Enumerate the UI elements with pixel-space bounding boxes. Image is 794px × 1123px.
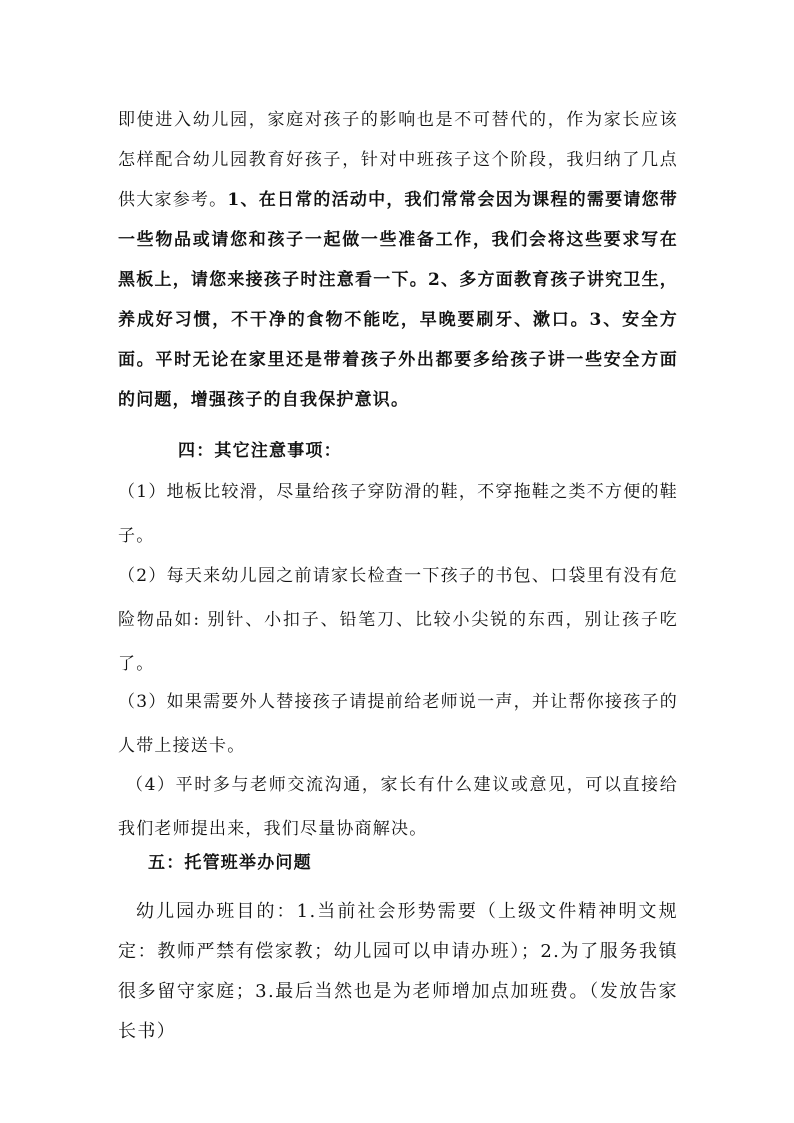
paragraph-bold-points: 1、在日常的活动中，我们常常会因为课程的需要请您带一些物品或请您和孩子一起做一些准备工作，我们会将这些要求写在黑板上，请您来接孩子时注意看一下。2、多方面教育孩子讲究卫生，养成好习惯，不干净的食物不能吃，早晚要刷牙、漱口。3、安全方面。平时无论在家里还是带着孩子外出都要多给孩子讲一些安全方面的问题，增强孩子的自我保护意识。	[118, 190, 679, 410]
notice-item-4: （4）平时多与老师交流沟通，家长有什么建议或意见，可以直接给我们老师提出来，我们尽量协商解决。	[118, 775, 678, 839]
section-heading-5: 五：托管班举办问题	[148, 853, 312, 873]
notice-item-2: （2）每天来幼儿园之前请家长检查一下孩子的书包、口袋里有没有危险物品如: 别针、小扣子、铅笔刀、比较小尖锐的东西，别让孩子吃了。	[118, 566, 678, 674]
notice-item-1: （1）地板比较滑，尽量给孩子穿防滑的鞋，不穿拖鞋之类不方便的鞋子。	[118, 482, 678, 546]
notice-item-3: （3）如果需要外人替接孩子请提前给老师说一声，并让帮你接孩子的人带上接送卡。	[118, 692, 678, 756]
paragraph-parent-cooperation	[118, 100, 678, 420]
paragraph-class-purpose: 幼儿园办班目的：1.当前社会形势需要（上级文件精神明文规定：教师严禁有偿家教；幼儿园可以申请办班）；2.为了服务我镇很多留守家庭；3.最后当然也是为老师增加点加班费。（发放告家长书）	[118, 901, 678, 1042]
paragraph-intro-text: 即使进入幼儿园，家庭对孩子的影响也是不可替代的，作为家长应该怎样配合幼儿园教育好孩子，针对中班孩子这个阶段，我归纳了几点供大家参考。	[118, 110, 678, 210]
section-heading-4: 四：其它注意事项：	[178, 441, 342, 461]
